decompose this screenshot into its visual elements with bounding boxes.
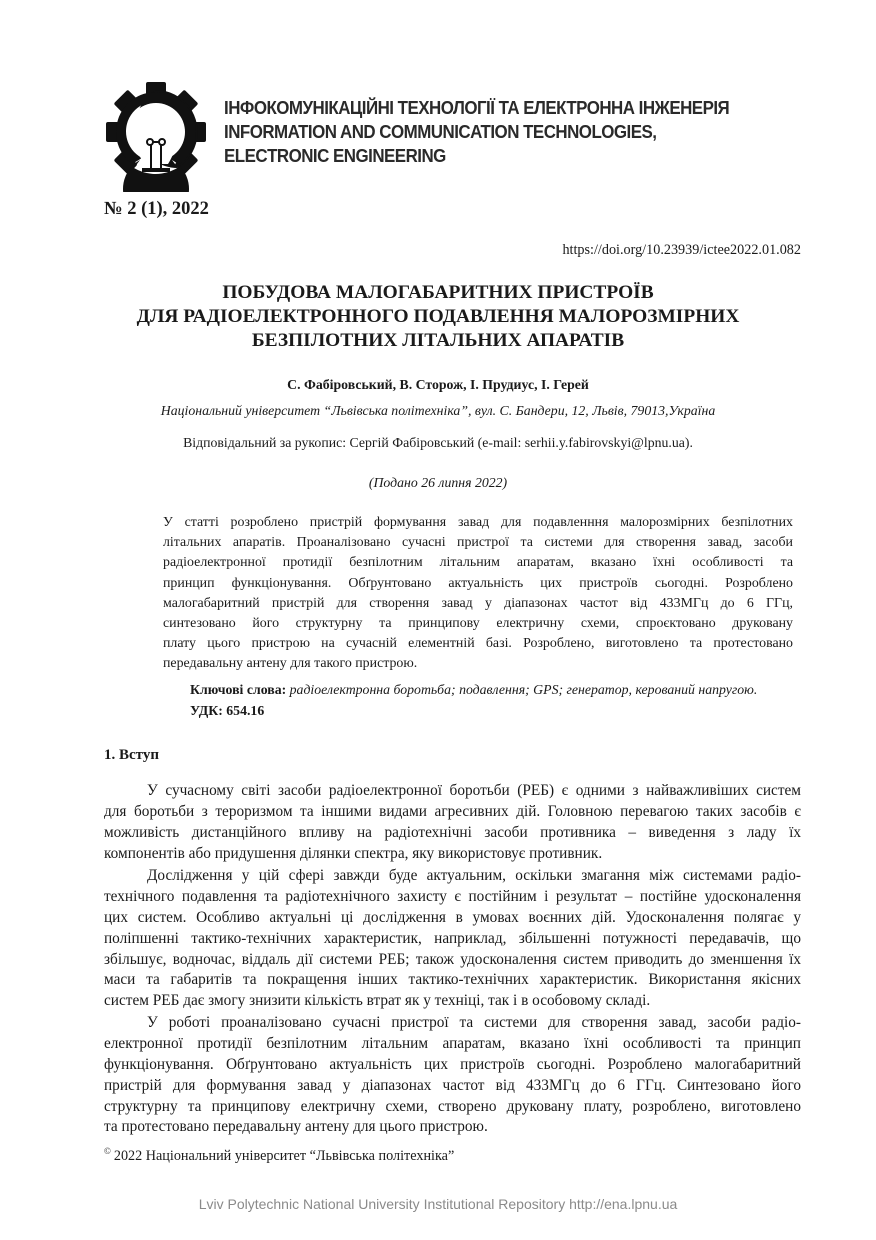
paragraph-line: систем РЕБ дає змогу знизити кількість втрат як у техніці, так і в особовому складі. [104,992,651,1010]
paragraph-line: цих систем. Особливо актуальні ці дослідження в умовах воєнних дій. Удосконалення полягає у [104,908,801,926]
gear-lightbulb-icon [104,80,208,192]
paragraph-line: технічного подавлення та радіотехнічного захисту є постійним і результат – постійне удосконалення [104,887,801,905]
abstract-line: радіоелектронної протидії безпілотним літальним апаратам, вказано їхні особливості та [163,555,793,571]
journal-title-line: ІНФОКОМУНІКАЦІЙНІ ТЕХНОЛОГІЇ ТА ЕЛЕКТРОННА ІНЖЕНЕРІЯ [224,98,730,118]
paragraph-line: структурну та принципову електричну схеми, створено друковану плату, розроблено, виготовлено [104,1097,801,1115]
repository-watermark: Lviv Polytechnic National University Institutional Repository http://ena.lpnu.ua [198,1196,678,1212]
paragraph-line: Дослідження у цій сфері завжди буде актуальним, оскільки змагання між системами радіо- [147,867,801,884]
keywords [190,682,757,698]
abstract-line: У статті розроблено пристрій формування завад для подавленння малорозмірних безпілотних [163,515,793,530]
authors: С. Фабіровський, В. Сторож, І. Прудиус, І. Герей [287,377,589,392]
abstract-line: синтезовано його структурну та принципову електричну схеми, спроєктовано друковану [163,615,793,631]
title-line: БЕЗПІЛОТНИХ ЛІТАЛЬНИХ АПАРАТІВ [251,330,625,351]
copyright-text: 2022 Національний університет “Львівська політехніка” [113,1148,455,1164]
paragraph-line: можливість дистанційного впливу на радіотехнічні засоби противника – виведення з ладу їх [104,823,801,841]
abstract [163,513,793,675]
abstract-line: малогабаритний пристрій для створення завад у діапазонах частот від 433МГц до 6 ГГц, [163,595,793,611]
paragraph-line: У роботі проаналізовано сучасні пристрої та системи для створення завад, засоби радіо- [147,1014,801,1031]
section-heading: 1. Вступ [104,747,159,763]
article-title [0,281,876,353]
paragraph [104,866,801,1012]
paragraph-line: У сучасному світі засоби радіоелектронної боротьби (РЕБ) є одними з найважливіших систем [147,782,801,799]
affiliation: Національний університет “Львівська політехніка”, вул. С. Бандери, 12, Львів, 79013,Україна [160,403,716,418]
title-line: ПОБУДОВА МАЛОГАБАРИТНИХ ПРИСТРОЇВ [222,282,654,303]
paragraph-line: електронної протидії безпілотним літальним апаратам, вказано їхні особливості та принцип [104,1034,801,1052]
keywords-label: Ключові слова: [190,682,287,697]
doi-link[interactable]: https://doi.org/10.23939/ictee2022.01.082 [562,242,801,258]
keywords-list: радіоелектронна боротьба; подавлення; GPS; генератор, керований напругою. [286,682,758,697]
submission-date: (Подано 26 липня 2022) [368,475,508,490]
issue-number: № 2 (1), 2022 [104,199,209,219]
paragraph-line: поліпшенні тактико-технічних характеристик, наприклад, збільшенні потужності передавачів, що [104,929,801,947]
paragraph-line: маси та габаритів та покращення інших тактико-технічних характеристик. Використання якісних [104,971,801,989]
corresponding-author: Відповідальний за рукопис: Сергій Фабіровський (e-mail: serhii.y.fabirovskyi@lpnu.ua). [183,435,693,450]
abstract-line: плату цього пристрою на сучасній елементній базі. Розроблено, виготовлено та протестовано [163,636,793,652]
paragraph-line: збільшує, водночас, віддаль дії системи РЕБ; також удосконалення систем приводить до зменшення їх [104,950,801,968]
paragraph [104,781,801,865]
journal-title-line: ELECTRONIC ENGINEERING [224,146,446,166]
paragraph [104,1013,801,1138]
copyright-notice [104,1146,454,1165]
paragraph-line: та протестовано передавальну антену для цього пристрою. [104,1118,488,1136]
udk-code: УДК: 654.16 [190,703,265,718]
paragraph-line: пристрій для формування завад у діапазонах частот від 433МГц до 6 ГГц. Синтезовано його [104,1076,801,1094]
abstract-line: передавальну антену для такого пристрою. [163,656,418,672]
journal-title [224,96,729,168]
abstract-line: принцип функціонування. Обґрунтовано актуальність цих пристроїв сьогодні. Розроблено [163,575,793,591]
paragraph-line: компонентів або придушення ділянки спектра, яку використовує противник. [104,844,603,862]
title-line: ДЛЯ РАДІОЕЛЕКТРОННОГО ПОДАВЛЕННЯ МАЛОРОЗМІРНИХ [136,306,740,327]
abstract-line: літальних апаратів. Проаналізовано сучасні пристрої та системи для створення завад, засоби [163,535,793,551]
paragraph-line: функціонування. Обґрунтовано актуальність цих пристроїв сьогодні. Розроблено малогабаритний [104,1055,801,1073]
journal-title-line: INFORMATION AND COMMUNICATION TECHNOLOGIES, [224,122,657,142]
paragraph-line: для боротьби з тероризмом та іншими видами агресивних дій. Головною перевагою таких засобів є [104,802,801,820]
copyright-icon: © [104,1146,111,1156]
